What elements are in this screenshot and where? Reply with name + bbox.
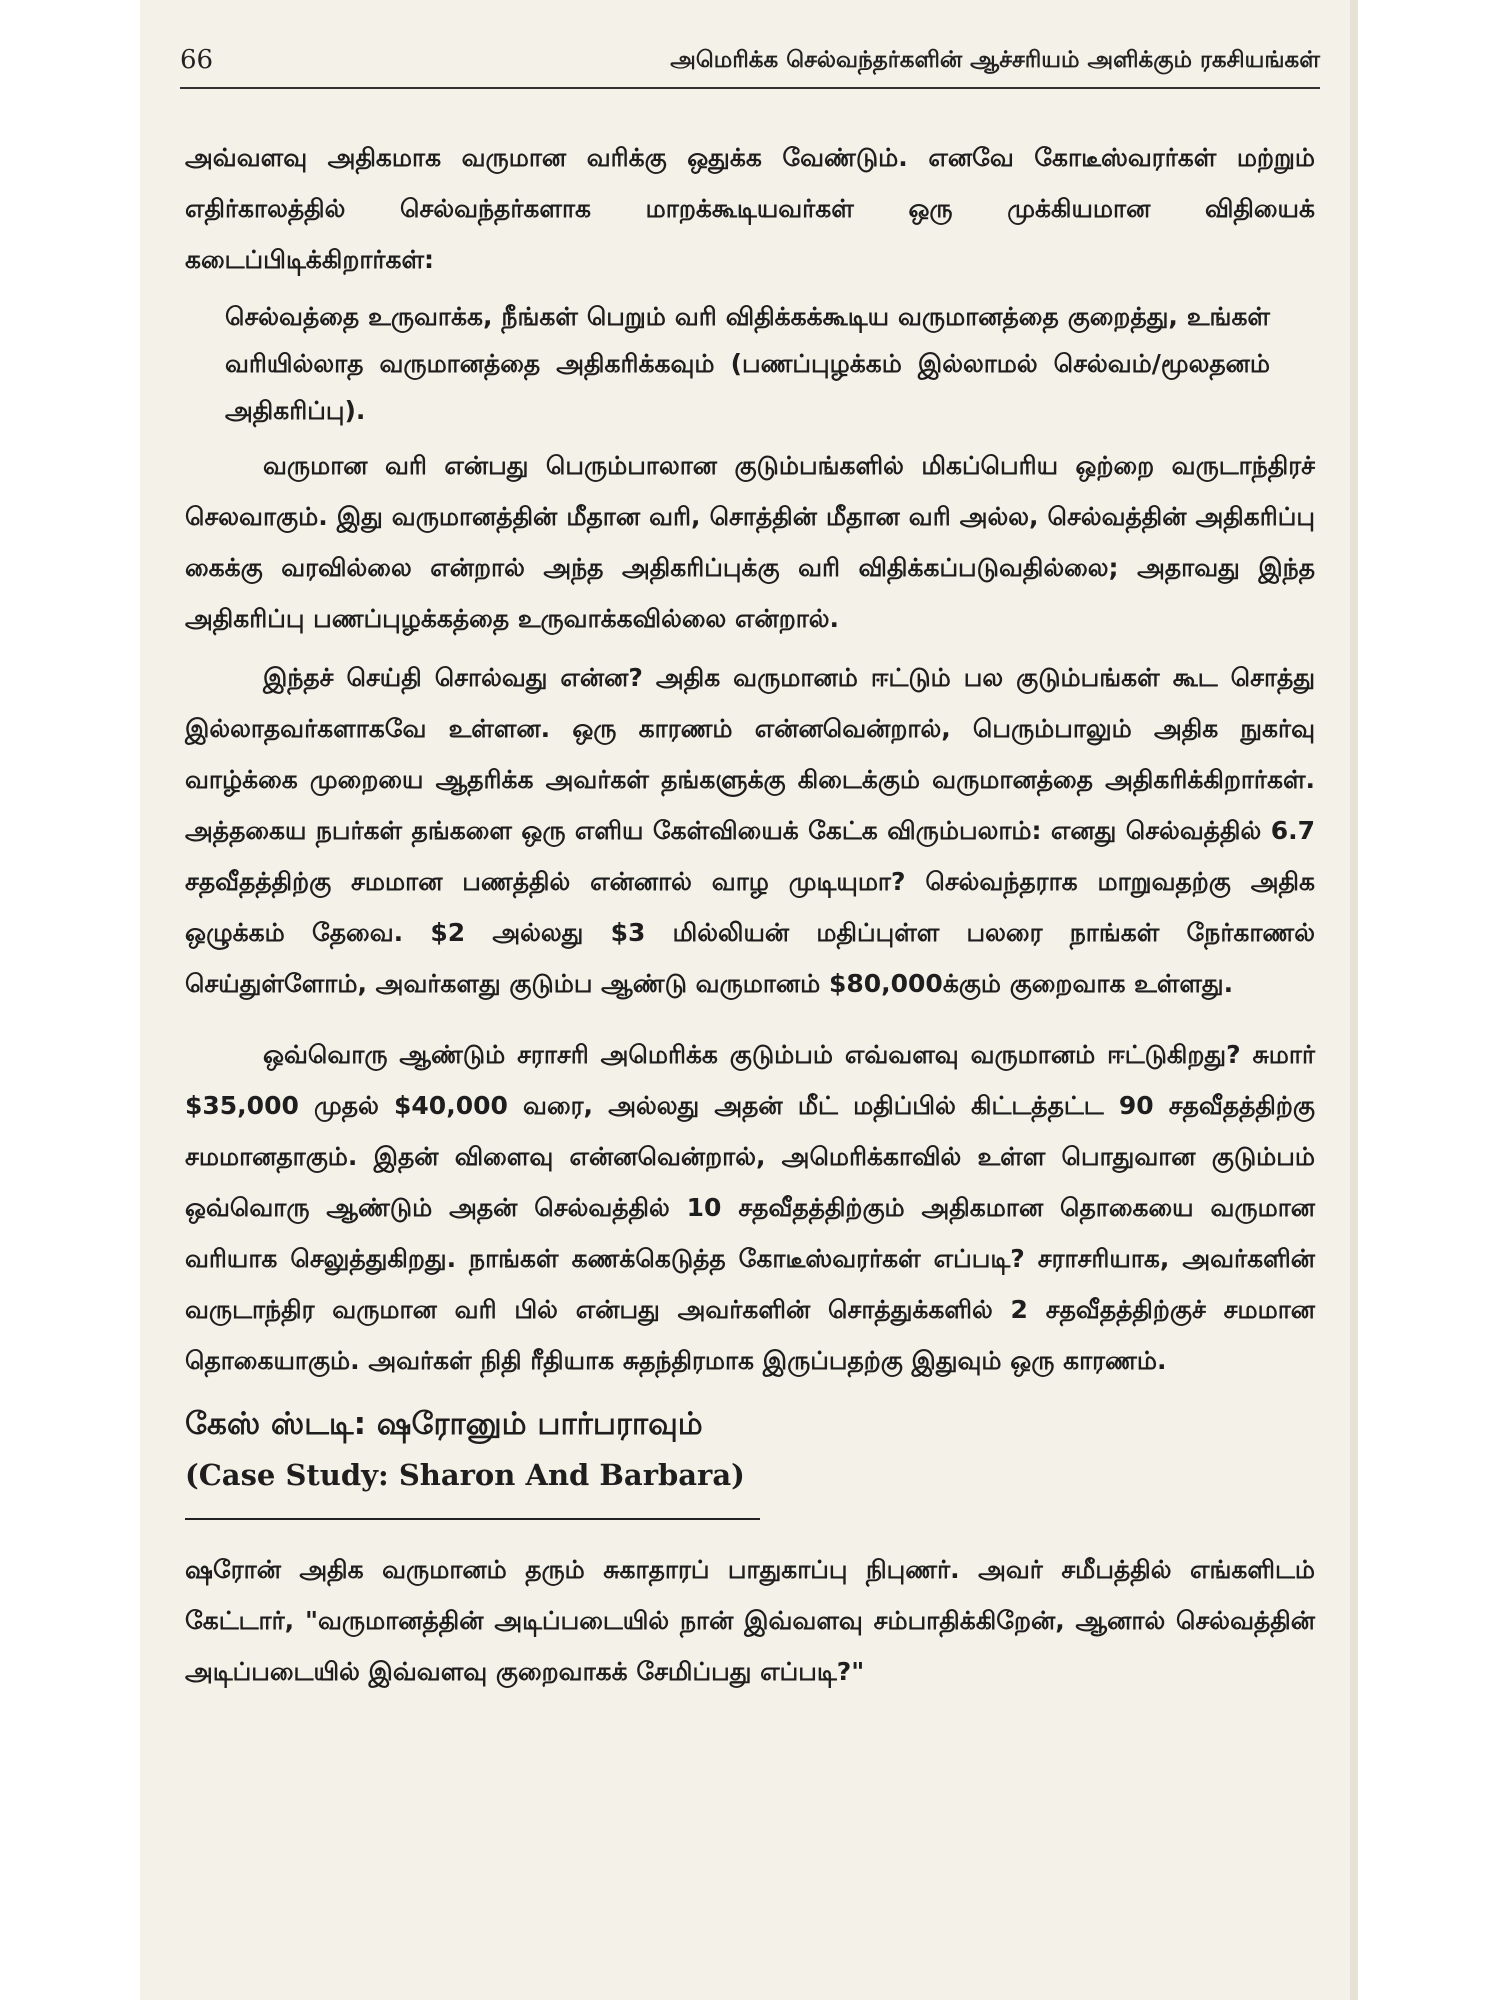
- paragraph-5: ஷரோன் அதிக வருமானம் தரும் சுகாதாரப் பாதுகாப்பு நிபுணர். அவர் சமீபத்தில் எங்களிடம் கேட்டார், "வருமானத்தின் அடிப்படையில் நான் இவ்வளவு சம்பாதிக்கிறேன், ஆனால் செல்வத்தின் அடிப்படையில் இவ்வளவு குறைவாகக் சேமிப்பது எப்படி?": [185, 1555, 1315, 1686]
- paragraph-2: வருமான வரி என்பது பெரும்பாலான குடும்பங்களில் மிகப்பெரிய ஒற்றை வருடாந்திரச் செலவாகும். இது வருமானத்தின் மீதான வரி, சொத்தின் மீதான வரி அல்ல, செல்வத்தின் அதிகரிப்பு கைக்கு வரவில்லை என்றால் அந்த அதிகரிப்புக்கு வரி விதிக்கப்படுவதில்லை; அதாவது இந்த அதிகரிப்பு பணப்புழக்கத்தை உருவாக்கவில்லை என்றால்.: [185, 451, 1315, 633]
- section-divider: [185, 1518, 760, 1520]
- rule-quote: செல்வத்தை உருவாக்க, நீங்கள் பெறும் வரி விதிக்கக்கூடிய வருமானத்தை குறைத்து, உங்கள் வரியில்லாத வருமானத்தை அதிகரிக்கவும் (பணப்புழக்கம் இல்லாமல் செல்வம்/மூலதனம் அதிகரிப்பு).: [225, 302, 1270, 425]
- case-study-subheading: (Case Study: Sharon And Barbara): [185, 1458, 745, 1492]
- paragraph-1: அவ்வளவு அதிகமாக வருமான வரிக்கு ஒதுக்க வேண்டும். எனவே கோடீஸ்வரர்கள் மற்றும் எதிர்காலத்தில் செல்வந்தர்களாக மாறக்கூடியவர்கள் ஒரு முக்கியமான விதியைக் கடைப்பிடிக்கிறார்கள்:: [185, 143, 1315, 274]
- page-header: [180, 45, 1320, 89]
- running-title: அமெரிக்க செல்வந்தர்களின் ஆச்சரியம் அளிக்கும் ரகசியங்கள்: [670, 47, 1320, 73]
- page-number: 66: [180, 45, 214, 75]
- page-body: [185, 132, 1315, 1697]
- case-study-heading: கேஸ் ஸ்டடி: ஷரோனும் பார்பராவும்: [185, 1406, 703, 1442]
- paragraph-3: இந்தச் செய்தி சொல்வது என்ன? அதிக வருமானம் ஈட்டும் பல குடும்பங்கள் கூட சொத்து இல்லாதவர்களாகவே உள்ளன. ஒரு காரணம் என்னவென்றால், பெரும்பாலும் அதிக நுகர்வு வாழ்க்கை முறையை ஆதரிக்க அவர்கள் தங்களுக்கு கிடைக்கும் வருமானத்தை அதிகரிக்கிறார்கள். அத்தகைய நபர்கள் தங்களை ஒரு எளிய கேள்வியைக் கேட்க விரும்பலாம்: எனது செல்வத்தில் 6.7 சதவீதத்திற்கு சமமான பணத்தில் என்னால் வாழ முடியுமா? செல்வந்தராக மாறுவதற்கு அதிக ஒழுக்கம் தேவை. $2 அல்லது $3 மில்லியன் மதிப்புள்ள பலரை நாங்கள் நேர்காணல் செய்துள்ளோம், அவர்களது குடும்ப ஆண்டு வருமானம் $80,000க்கும் குறைவாக உள்ளது.: [185, 663, 1315, 998]
- paragraph-4: ஒவ்வொரு ஆண்டும் சராசரி அமெரிக்க குடும்பம் எவ்வளவு வருமானம் ஈட்டுகிறது? சுமார் $35,000 முதல் $40,000 வரை, அல்லது அதன் மீட் மதிப்பில் கிட்டத்தட்ட 90 சதவீதத்திற்கு சமமானதாகும். இதன் விளைவு என்னவென்றால், அமெரிக்காவில் உள்ள பொதுவான குடும்பம் ஒவ்வொரு ஆண்டும் அதன் செல்வத்தில் 10 சதவீதத்திற்கும் அதிகமான தொகையை வருமான வரியாக செலுத்துகிறது. நாங்கள் கணக்கெடுத்த கோடீஸ்வரர்கள் எப்படி? சராசரியாக, அவர்களின் வருடாந்திர வருமான வரி பில் என்பது அவர்களின் சொத்துக்களில் 2 சதவீதத்திற்குச் சமமான தொகையாகும். அவர்கள் நிதி ரீதியாக சுதந்திரமாக இருப்பதற்கு இதுவும் ஒரு காரணம்.: [185, 1040, 1315, 1375]
- book-page: [140, 0, 1350, 2000]
